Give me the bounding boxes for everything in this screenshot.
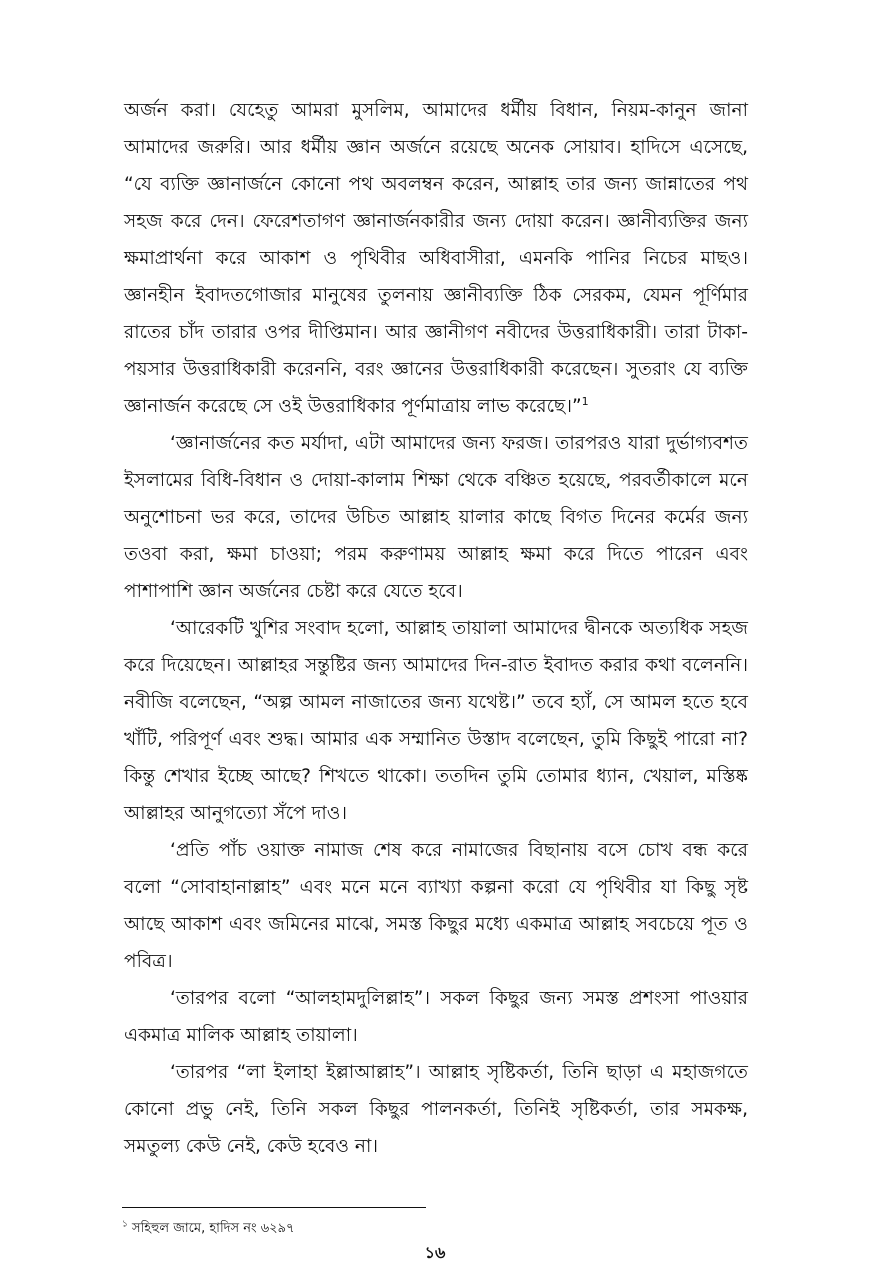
footnote-divider	[122, 1207, 426, 1208]
paragraph-5: ‘তারপর বলো “আলহামদুলিল্লাহ”। সকল কিছুর জন্য সমস্ত প্রশংসা পাওয়ার একমাত্র মালিক আল্লাহ তায়ালা।	[124, 988, 748, 1046]
footnote-text: সহিহুল জামে, হাদিস নং ৬২৯৭	[131, 1221, 295, 1236]
footnote-marker: ১	[122, 1219, 128, 1230]
page-number: ১৬	[424, 1243, 446, 1262]
paragraph-2: ‘জ্ঞানার্জনের কত মর্যাদা, এটা আমাদের জন্য ফরজ। তারপরও যারা দুর্ভাগ্যবশত ইসলামের বিধি-বিধান ও দোয়া-কালাম শিক্ষা থেকে বঞ্চিত হয়েছে, পরবর্তীকালে মনে অনুশোচনা ভর করে, তাদের উচিত আল্লাহ য়ালার কাছে বিগত দিনের কর্মের জন্য তওবা করা, ক্ষমা চাওয়া; পরম করুণাময় আল্লাহ ক্ষমা করে দিতে পারেন এবং পাশাপাশি জ্ঞান অর্জনের চেষ্টা করে যেতে হবে।	[124, 433, 748, 602]
body-text	[124, 92, 748, 1165]
footnote	[122, 1220, 295, 1238]
footnote-reference: 1	[581, 394, 589, 408]
paragraph-3: ‘আরেকটি খুশির সংবাদ হলো, আল্লাহ তায়ালা আমাদের দ্বীনকে অত্যধিক সহজ করে দিয়েছেন। আল্লাহর সন্তুষ্টির জন্য আমাদের দিন-রাত ইবাদত করার কথা বলেননি। নবীজি বলেছেন, “অল্প আমল নাজাতের জন্য যথেষ্ট।” তবে হ্যাঁ, সে আমল হতে হবে খাঁটি, পরিপূর্ণ এবং শুদ্ধ। আমার এক সম্মানিত উস্তাদ বলেছেন, তুমি কিছুই পারো না? কিন্তু শেখার ইচ্ছে আছে? শিখতে থাকো। ততদিন তুমি তোমার ধ্যান, খেয়াল, মস্তিষ্ক আল্লাহর আনুগত্যো সঁপে দাও।	[124, 618, 748, 824]
paragraph-6: ‘তারপর “লা ইলাহা ইল্লাআল্লাহ”। আল্লাহ সৃষ্টিকর্তা, তিনি ছাড়া এ মহাজগতে কোনো প্রভু নেই, তিনি সকল কিছুর পালনকর্তা, তিনিই সৃষ্টিকর্তা, তার সমকক্ষ, সমতুল্য কেউ নেই, কেউ হবেও না।	[124, 1062, 748, 1157]
paragraph-1	[124, 92, 748, 425]
paragraph-1-text: অর্জন করা। যেহেতু আমরা মুসলিম, আমাদের ধর্মীয় বিধান, নিয়ম-কানুন জানা আমাদের জরুরি। আর ধর্মীয় জ্ঞান অর্জনে রয়েছে অনেক সোয়াব। হাদিসে এসেছে, “যে ব্যক্তি জ্ঞানার্জনে কোনো পথ অবলম্বন করেন, আল্লাহ তার জন্য জান্নাতের পথ সহজ করে দেন। ফেরেশতাগণ জ্ঞানার্জনকারীর জন্য দোয়া করেন। জ্ঞানীব্যক্তির জন্য ক্ষমাপ্রার্থনা করে আকাশ ও পৃথিবীর অধিবাসীরা, এমনকি পানির নিচের মাছও। জ্ঞানহীন ইবাদতগোজার মানুষের তুলনায় জ্ঞানীব্যক্তি ঠিক সেরকম, যেমন পূর্ণিমার রাতের চাঁদ তারার ওপর দীপ্তিমান। আর জ্ঞানীগণ নবীদের উত্তরাধিকারী। তারা টাকা-পয়সার উত্তরাধিকারী করেননি, বরং জ্ঞানের উত্তরাধিকারী করেছেন। সুতরাং যে ব্যক্তি জ্ঞানার্জন করেছে সে ওই উত্তরাধিকার পূর্ণমাত্রায় লাভ করেছে।”	[124, 100, 748, 417]
paragraph-4: ‘প্রতি পাঁচ ওয়াক্ত নামাজ শেষ করে নামাজের বিছানায় বসে চোখ বন্ধ করে বলো “সোবাহানাল্লাহ” এবং মনে মনে ব্যাখ্যা কল্পনা করো যে পৃথিবীর যা কিছু সৃষ্ট আছে আকাশ এবং জমিনের মাঝে, সমস্ত কিছুর মধ্যে একমাত্র আল্লাহ সবচেয়ে পূত ও পবিত্র।	[124, 840, 748, 972]
